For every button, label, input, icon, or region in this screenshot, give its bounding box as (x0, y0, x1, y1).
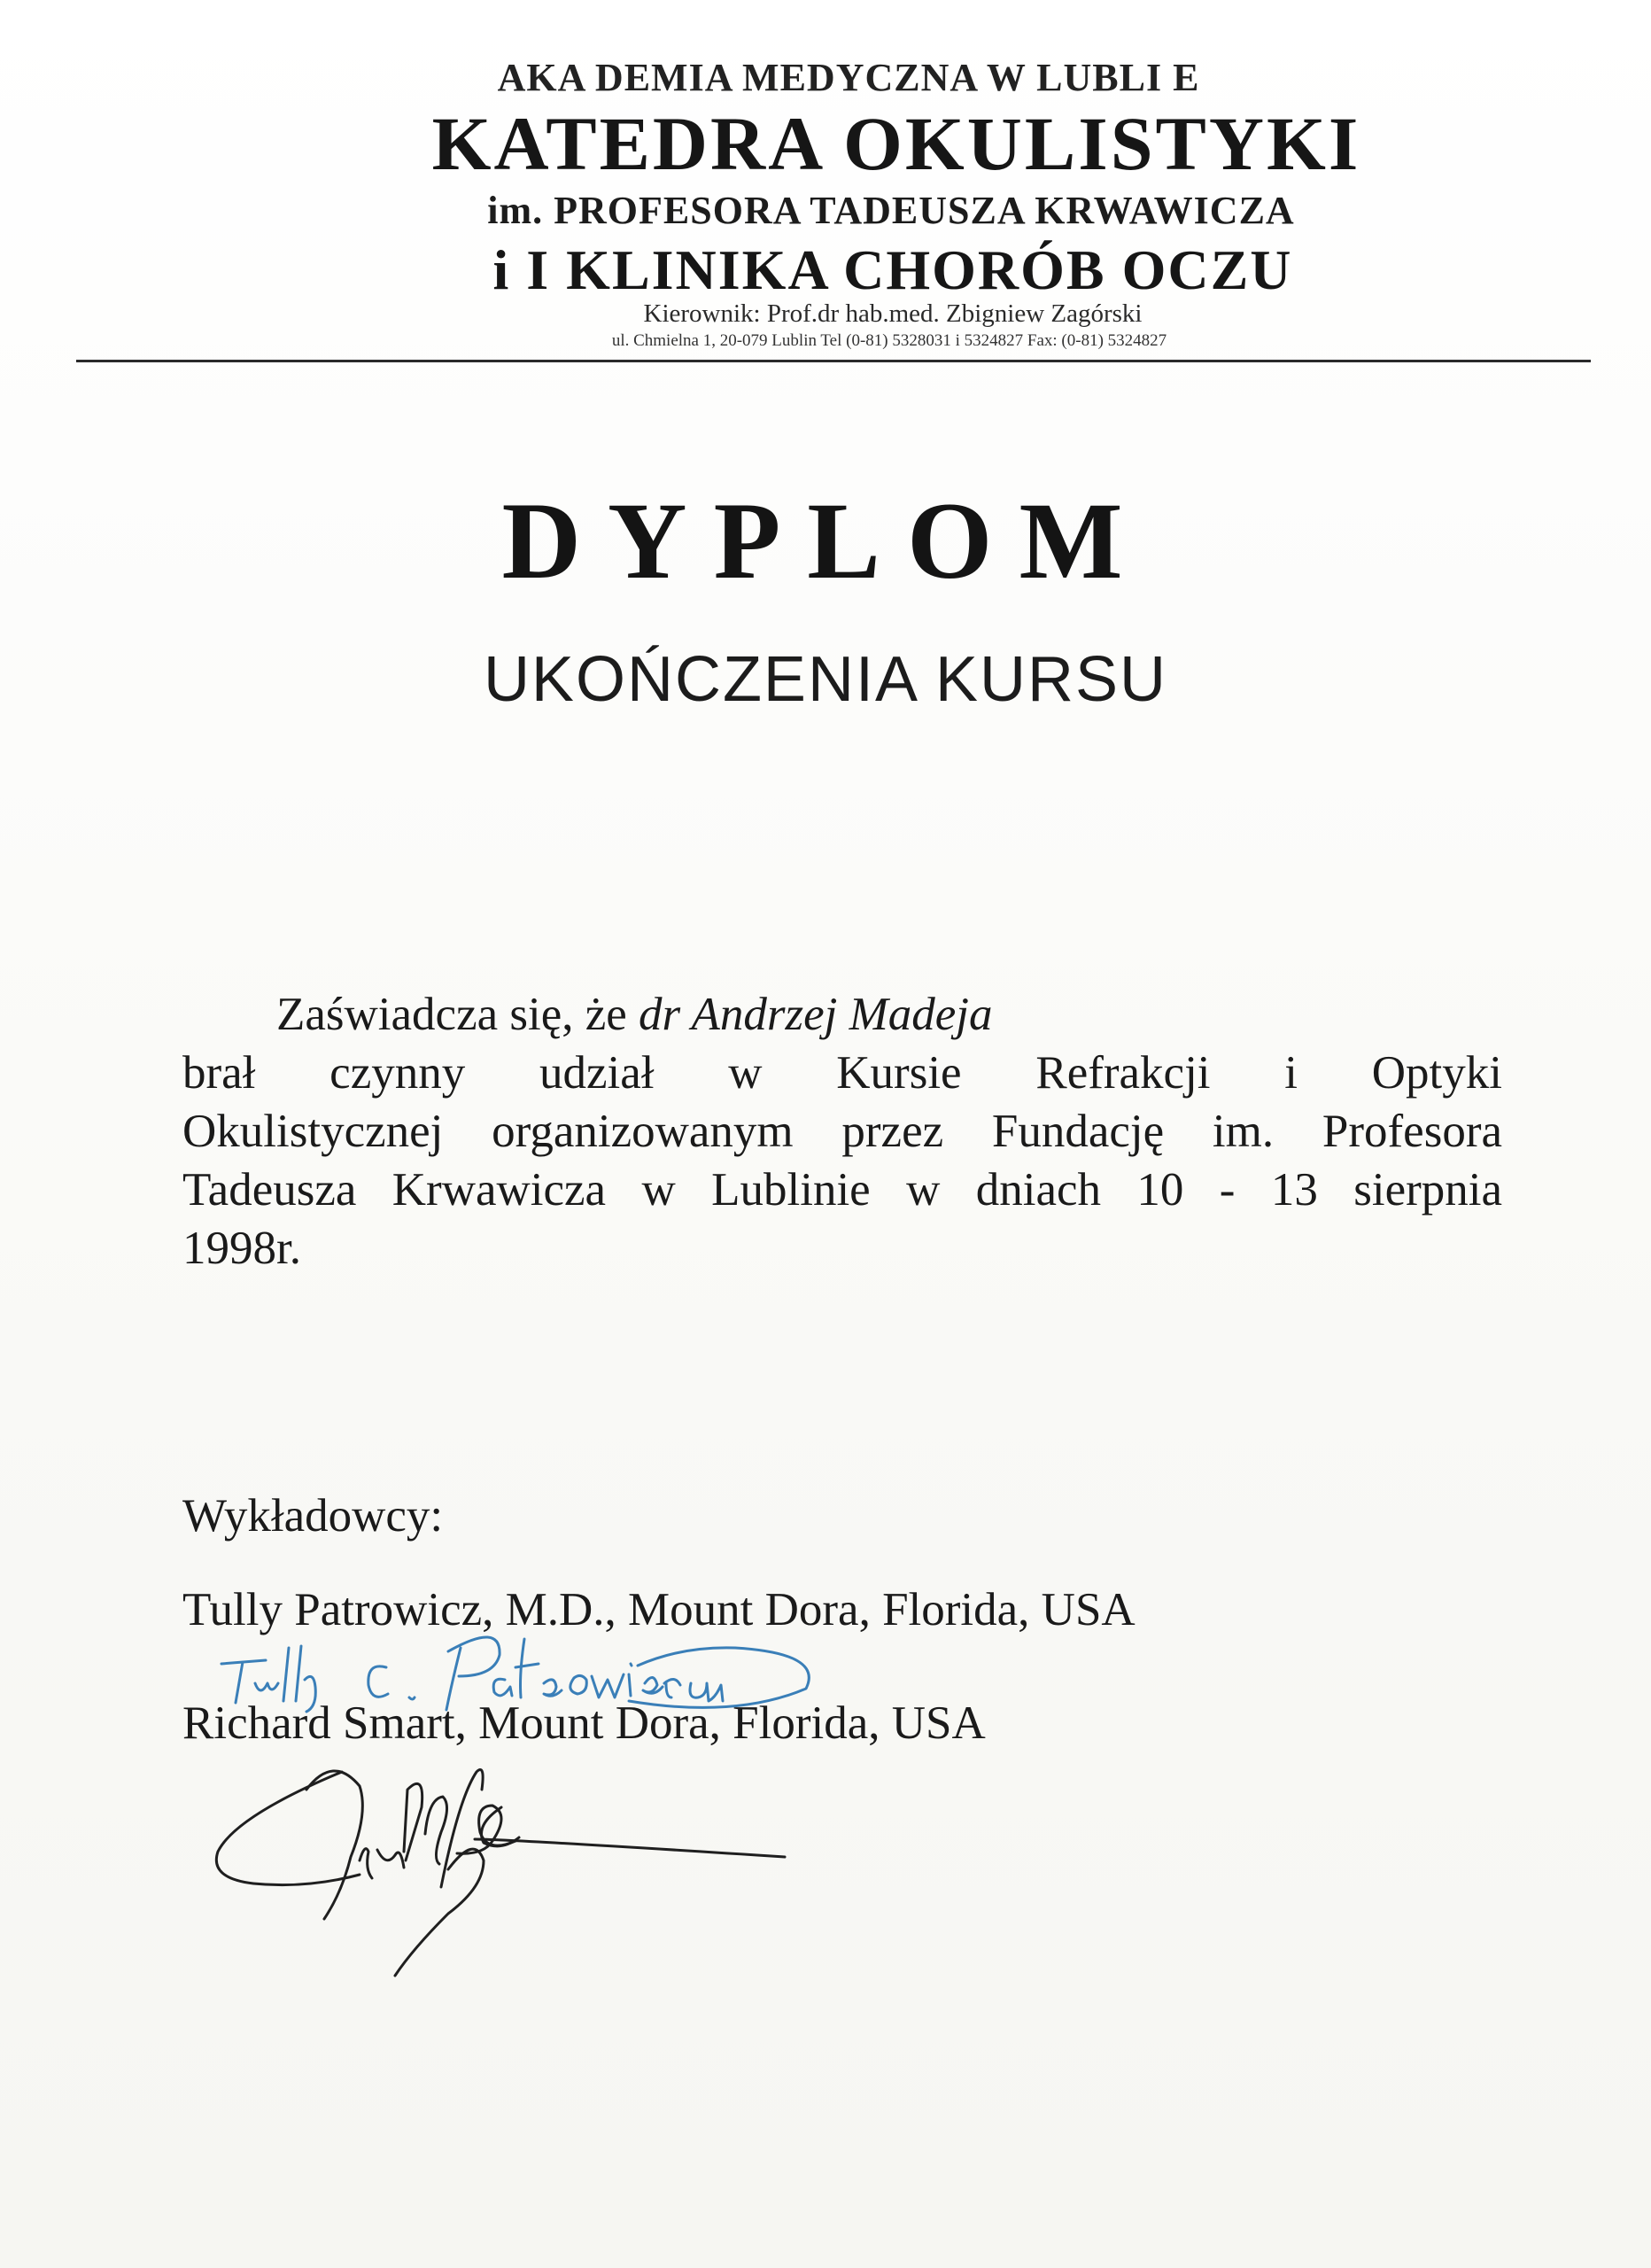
patron-name: im. PROFESORA TADEUSZA KRWAWICZA (487, 189, 1295, 232)
body-line-3: Okulistycznej organizowanym przez Fundację im. Profesora (182, 1106, 1502, 1157)
diploma-subtitle: UKOŃCZENIA KURSU (483, 644, 1168, 715)
signature-tully-patrowicz (213, 1621, 815, 1719)
department-head: Kierownik: Prof.dr hab.med. Zbigniew Zagórski (643, 299, 1143, 328)
body-line-5: 1998r. (182, 1223, 301, 1274)
lecturer-2: Richard Smart, Mount Dora, Florida, USA (182, 1697, 986, 1749)
signature-richard-smart (209, 1754, 794, 1984)
academy-name: AKA DEMIA MEDYCZNA W LUBLI E (497, 56, 1200, 99)
recipient-name: dr Andrzej Madeja (639, 989, 993, 1040)
body-line-2: brał czynny udział w Kursie Refrakcji i Optyki (182, 1047, 1502, 1099)
intro-text: Zaświadcza się, że (276, 989, 627, 1040)
lecturers-label: Wykładowcy: (182, 1490, 444, 1542)
certificate-body (182, 985, 1502, 1278)
lecturer-1: Tully Patrowicz, M.D., Mount Dora, Florida, USA (182, 1584, 1136, 1635)
header-divider (76, 360, 1591, 362)
clinic-name: i I KLINIKA CHORÓB OCZU (492, 238, 1293, 301)
body-line-1 (182, 985, 1502, 1044)
body-line-4: Tadeusza Krwawicza w Lublinie w dniach 10 - 13 sierpnia (182, 1164, 1502, 1216)
address-line: ul. Chmielna 1, 20-079 Lublin Tel (0-81) 5328031 i 5324827 Fax: (0-81) 5324827 (611, 331, 1167, 350)
diploma-title: DYPLOM (501, 480, 1150, 602)
department-name: KATEDRA OKULISTYKI (431, 101, 1361, 186)
